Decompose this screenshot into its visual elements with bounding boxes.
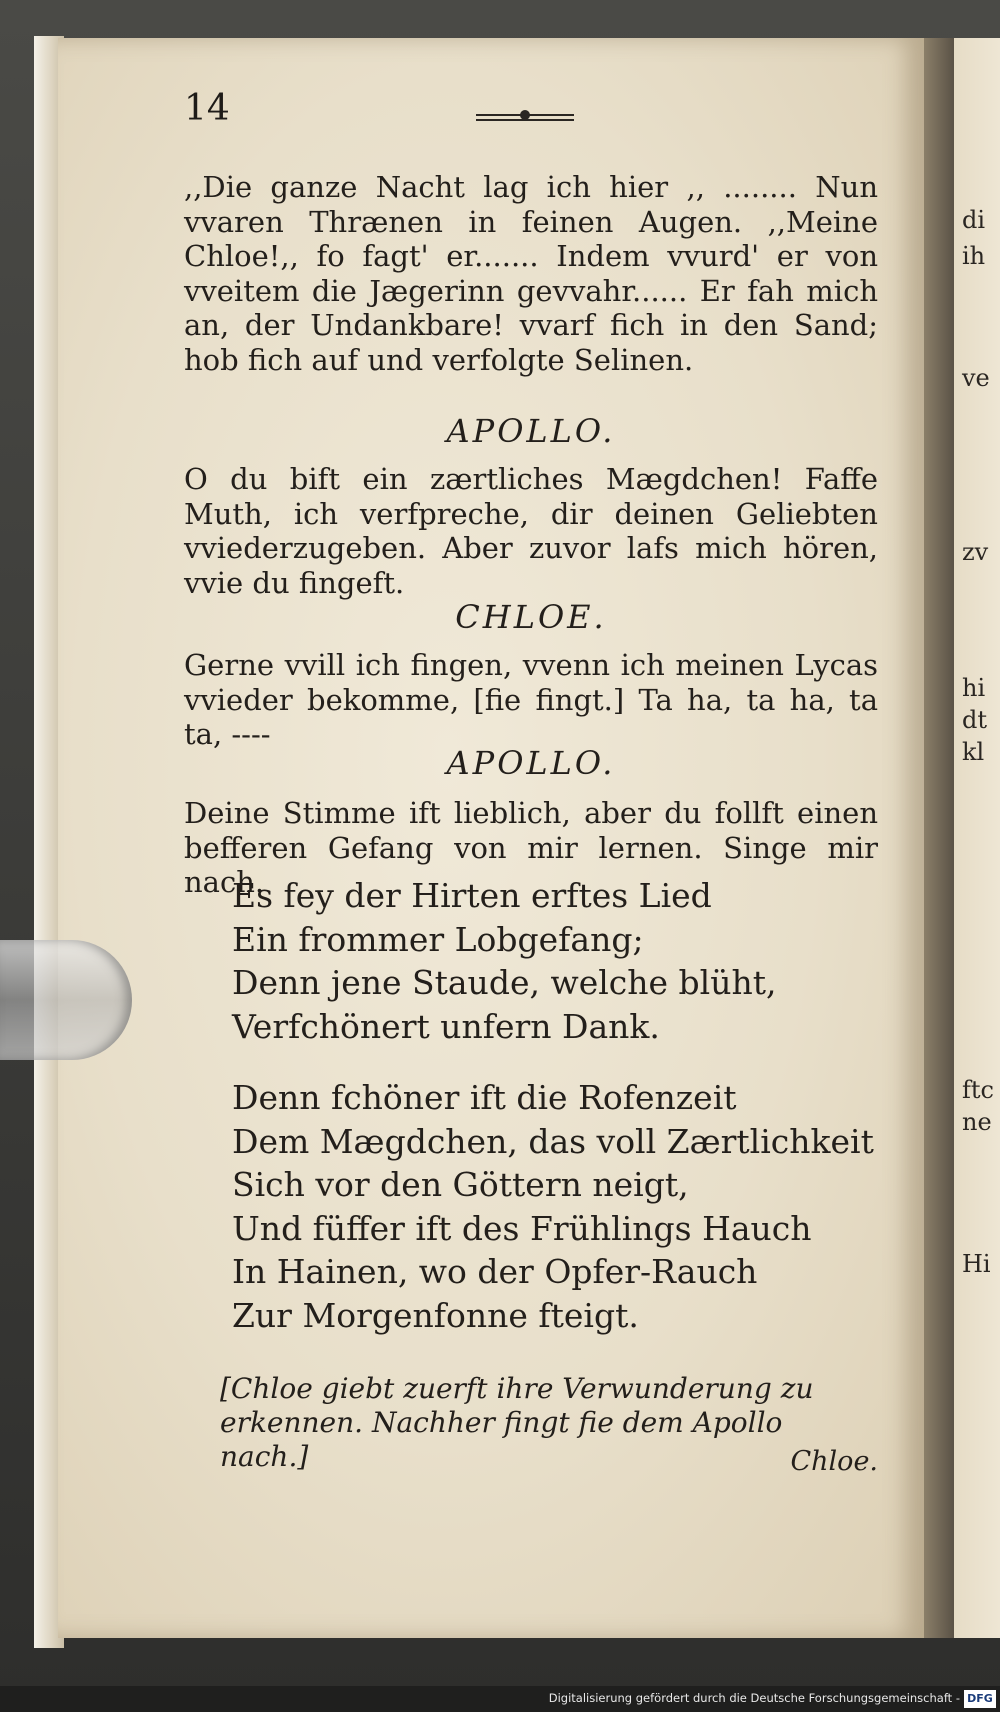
next-page-text: zv <box>962 538 989 566</box>
opening-prose <box>184 170 878 377</box>
verse-line: Denn jene Staude, welche blüht, <box>232 963 777 1002</box>
verse-line: Zur Morgenfonne fteigt. <box>232 1295 639 1335</box>
next-page-text: hi <box>962 674 986 702</box>
dfg-logo: DFG <box>964 1690 996 1708</box>
speaker-heading <box>184 598 878 636</box>
prose-paragraph: Deine Stimme ift lieblich, aber du follft einen befferen Gefang von mir lernen. Singe mir nach. <box>184 796 878 899</box>
verse-line: Verfchönert unfern Dank. <box>232 1006 660 1046</box>
catchword: Chloe. <box>790 1446 878 1477</box>
speaker-name: CHLOE. <box>455 598 607 636</box>
next-page-text: di <box>962 206 986 234</box>
next-page-text: ve <box>962 364 990 392</box>
prose-paragraph: O du bift ein zærtliches Mægdchen! Faffe Muth, ich verfpreche, dir deinen Geliebten vviederzugeben. Aber zuvor lafs mich hören, vvie du fingeft. <box>184 462 878 600</box>
catchword-row <box>184 1446 878 1477</box>
stage-direction-text: [Chloe giebt zuerft ihre Verwunderung zu erkennen. Nachher fingt fie dem Apollo nach.] <box>220 1372 814 1473</box>
verse-line: Und füffer ift des Frühlings Hauch <box>232 1208 812 1248</box>
verse-line: Sich vor den Göttern neigt, <box>232 1165 689 1204</box>
speaker-heading <box>184 412 878 450</box>
speaker-name: APOLLO. <box>446 412 616 450</box>
verse-line: In Hainen, wo der Opfer-Rauch <box>232 1252 758 1291</box>
digitization-credit: Digitalisierung gefördert durch die Deutsche Forschungsgemeinschaft - <box>548 1691 960 1705</box>
next-page-text: ih <box>962 242 986 270</box>
header-ornament <box>476 112 574 124</box>
next-page-text: ftc <box>962 1076 994 1104</box>
verse-stanza-2 <box>184 1076 878 1337</box>
verse-line: Ein frommer Lobgefang; <box>232 919 644 959</box>
next-page-fragment <box>954 38 1000 1638</box>
chloe-speech <box>184 648 878 752</box>
verse-line: Es fey der Hirten erftes Lied <box>232 876 712 915</box>
prose-paragraph: Gerne vvill ich fingen, vvenn ich meinen Lycas vvieder bekomme, [fie fingt.] Ta ha, ta ha, ta ta, ---- <box>184 648 878 751</box>
page-clip <box>0 940 132 1060</box>
next-page-text: kl <box>962 738 985 766</box>
verse-line: Dem Mægdchen, das voll Zærtlichkeit <box>232 1121 874 1161</box>
verse-stanza-1 <box>184 874 878 1048</box>
verse-line: Denn fchöner ift die Rofenzeit <box>232 1078 737 1117</box>
next-page-text: ne <box>962 1108 992 1136</box>
next-page-text: dt <box>962 706 988 734</box>
prose-paragraph: ,,Die ganze Nacht lag ich hier ,, ........ Nun vvaren Thrænen in feinen Augen. ,,Meine Chloe!,, fo fagt' er....... Indem vvurd' er von vveitem die Jægerinn gevvahr...... Er fah mich an, der Undankbare! vvarf fich in den Sand; hob fich auf und verfolgte Selinen. <box>184 170 878 377</box>
speaker-name: APOLLO. <box>446 744 616 782</box>
book-gutter <box>924 38 954 1638</box>
page-number: 14 <box>184 88 230 129</box>
apollo-speech <box>184 462 878 600</box>
speaker-heading <box>184 744 878 782</box>
next-page-text: Hi <box>962 1250 991 1278</box>
